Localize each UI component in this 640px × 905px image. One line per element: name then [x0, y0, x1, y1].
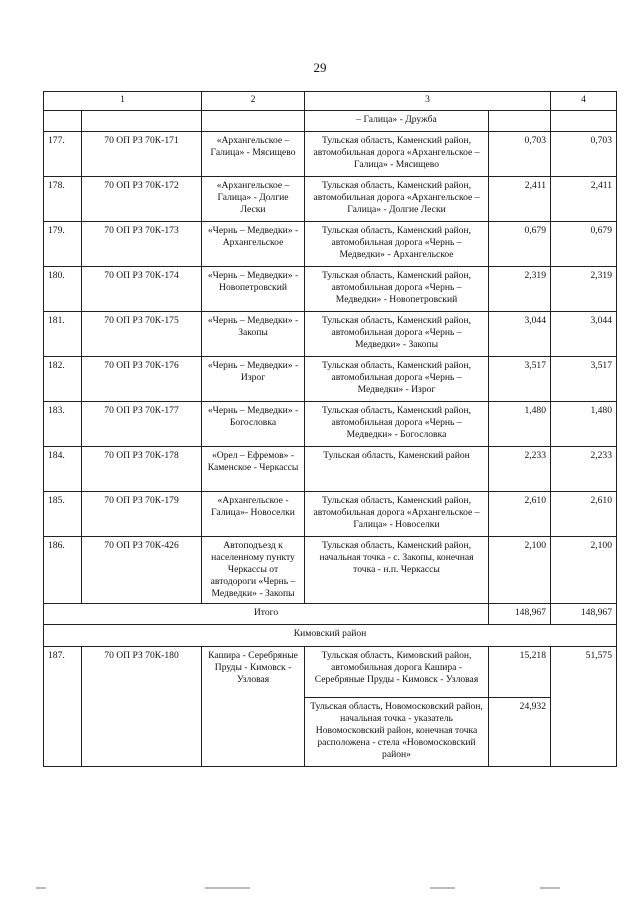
row-number: 185.	[44, 492, 82, 537]
road-location: Тульская область, Каменский район, автомобильная дорога «Чернь – Медведки» - Новопетровский	[305, 267, 489, 312]
road-name: «Чернь – Медведки» - Архангельское	[202, 222, 305, 267]
page-number: 29	[313, 60, 327, 75]
row-number: 177.	[44, 132, 82, 177]
header-col-3: 3	[305, 92, 551, 111]
row-number: 184.	[44, 447, 82, 492]
road-length: 2,100	[489, 537, 551, 604]
road-id: 70 ОП РЗ 70К-172	[82, 177, 202, 222]
table-row	[44, 132, 617, 177]
road-id: 70 ОП РЗ 70К-179	[82, 492, 202, 537]
row-number: 186.	[44, 537, 82, 604]
row-number: 183.	[44, 402, 82, 447]
road-total: 2,610	[551, 492, 617, 537]
road-name: «Чернь – Медведки» - Изрог	[202, 357, 305, 402]
road-location: Тульская область, Каменский район, автомобильная дорога «Чернь – Медведки» - Богословка	[305, 402, 489, 447]
road-location: Тульская область, Каменский район	[305, 447, 489, 492]
road-length: 3,044	[489, 312, 551, 357]
table-row	[44, 177, 617, 222]
table-row	[44, 222, 617, 267]
road-name: «Чернь – Медведки» - Новопетровский	[202, 267, 305, 312]
row-number: 182.	[44, 357, 82, 402]
road-name: «Архангельское - Галица»- Новоселки	[202, 492, 305, 537]
road-total: 2,100	[551, 537, 617, 604]
road-location: Тульская область, Кимовский район, автомобильная дорога Кашира - Серебряные Пруды - Кимовск - Узловая	[305, 647, 489, 698]
road-id: 70 ОП РЗ 70К-177	[82, 402, 202, 447]
road-total: 51,575	[551, 647, 617, 767]
road-location: Тульская область, Новомосковский район, начальная точка - указатель Новомосковский район, конечная точка расположена - стела «Новомосковский район»	[305, 698, 489, 767]
row-number: 178.	[44, 177, 82, 222]
section-title: Кимовский район	[44, 625, 617, 647]
road-total: 3,517	[551, 357, 617, 402]
empty-cell	[551, 111, 617, 132]
road-total: 1,480	[551, 402, 617, 447]
empty-cell	[202, 111, 305, 132]
road-id: 70 ОП РЗ 70К-174	[82, 267, 202, 312]
table-row	[44, 537, 617, 604]
road-total: 0,703	[551, 132, 617, 177]
continuation-row	[44, 111, 617, 132]
road-length: 2,233	[489, 447, 551, 492]
total-row	[44, 604, 617, 625]
road-location: Тульская область, Каменский район, автомобильная дорога «Архангельское – Галица» - Мясищево	[305, 132, 489, 177]
row-number: 179.	[44, 222, 82, 267]
table-row	[44, 647, 617, 698]
road-id: 70 ОП РЗ 70К-175	[82, 312, 202, 357]
road-location: Тульская область, Каменский район, автомобильная дорога «Архангельское – Галица» - Новоселки	[305, 492, 489, 537]
road-total: 3,044	[551, 312, 617, 357]
header-col-4: 4	[551, 92, 617, 111]
road-length: 15,218	[489, 647, 551, 698]
table-row	[44, 447, 617, 492]
road-name: «Чернь – Медведки» - Закопы	[202, 312, 305, 357]
road-name: «Чернь – Медведки» - Богословка	[202, 402, 305, 447]
continuation-location: – Галица» - Дружба	[305, 111, 489, 132]
row-number: 181.	[44, 312, 82, 357]
road-id: 70 ОП РЗ 70К-171	[82, 132, 202, 177]
table-row	[44, 492, 617, 537]
table-row	[44, 267, 617, 312]
header-col-1: 1	[44, 92, 202, 111]
road-location: Тульская область, Каменский район, автомобильная дорога «Чернь – Медведки» - Изрог	[305, 357, 489, 402]
header-col-2: 2	[202, 92, 305, 111]
road-name: «Орел – Ефремов» - Каменское - Черкассы	[202, 447, 305, 492]
road-total: 2,411	[551, 177, 617, 222]
empty-cell	[489, 111, 551, 132]
row-number: 180.	[44, 267, 82, 312]
road-location: Тульская область, Каменский район, автомобильная дорога «Чернь – Медведки» - Закопы	[305, 312, 489, 357]
road-id: 70 ОП РЗ 70К-180	[82, 647, 202, 767]
table-row	[44, 312, 617, 357]
road-total: 0,679	[551, 222, 617, 267]
roads-register-table	[43, 91, 617, 767]
empty-cell	[82, 111, 202, 132]
road-length: 1,480	[489, 402, 551, 447]
road-total: 2,233	[551, 447, 617, 492]
road-id: 70 ОП РЗ 70К-426	[82, 537, 202, 604]
section-row	[44, 625, 617, 647]
road-name: «Архангельское – Галица» - Долгие Лески	[202, 177, 305, 222]
row-number: 187.	[44, 647, 82, 767]
road-location: Тульская область, Каменский район, автомобильная дорога «Чернь – Медведки» - Архангельское	[305, 222, 489, 267]
road-length: 2,319	[489, 267, 551, 312]
road-id: 70 ОП РЗ 70К-173	[82, 222, 202, 267]
header-row	[44, 92, 617, 111]
road-id: 70 ОП РЗ 70К-176	[82, 357, 202, 402]
road-total: 2,319	[551, 267, 617, 312]
road-location: Тульская область, Каменский район, автомобильная дорога «Архангельское – Галица» - Долгие Лески	[305, 177, 489, 222]
road-length: 0,703	[489, 132, 551, 177]
scan-edge-marks	[0, 887, 640, 891]
empty-cell	[44, 111, 82, 132]
table-row	[44, 357, 617, 402]
road-length: 24,932	[489, 698, 551, 767]
road-length: 3,517	[489, 357, 551, 402]
road-name: Кашира - Серебряные Пруды - Кимовск - Узловая	[202, 647, 305, 767]
road-location: Тульская область, Каменский район, начальная точка - с. Закопы, конечная точка - н.п. Черкассы	[305, 537, 489, 604]
total-label: Итого	[44, 604, 489, 625]
road-length: 2,610	[489, 492, 551, 537]
table-row	[44, 402, 617, 447]
total-sum: 148,967	[551, 604, 617, 625]
road-name: «Архангельское – Галица» - Мясищево	[202, 132, 305, 177]
road-length: 0,679	[489, 222, 551, 267]
total-length: 148,967	[489, 604, 551, 625]
road-name: Автоподъезд к населенному пункту Черкассы от автодороги «Чернь – Медведки» - Закопы	[202, 537, 305, 604]
road-id: 70 ОП РЗ 70К-178	[82, 447, 202, 492]
road-length: 2,411	[489, 177, 551, 222]
